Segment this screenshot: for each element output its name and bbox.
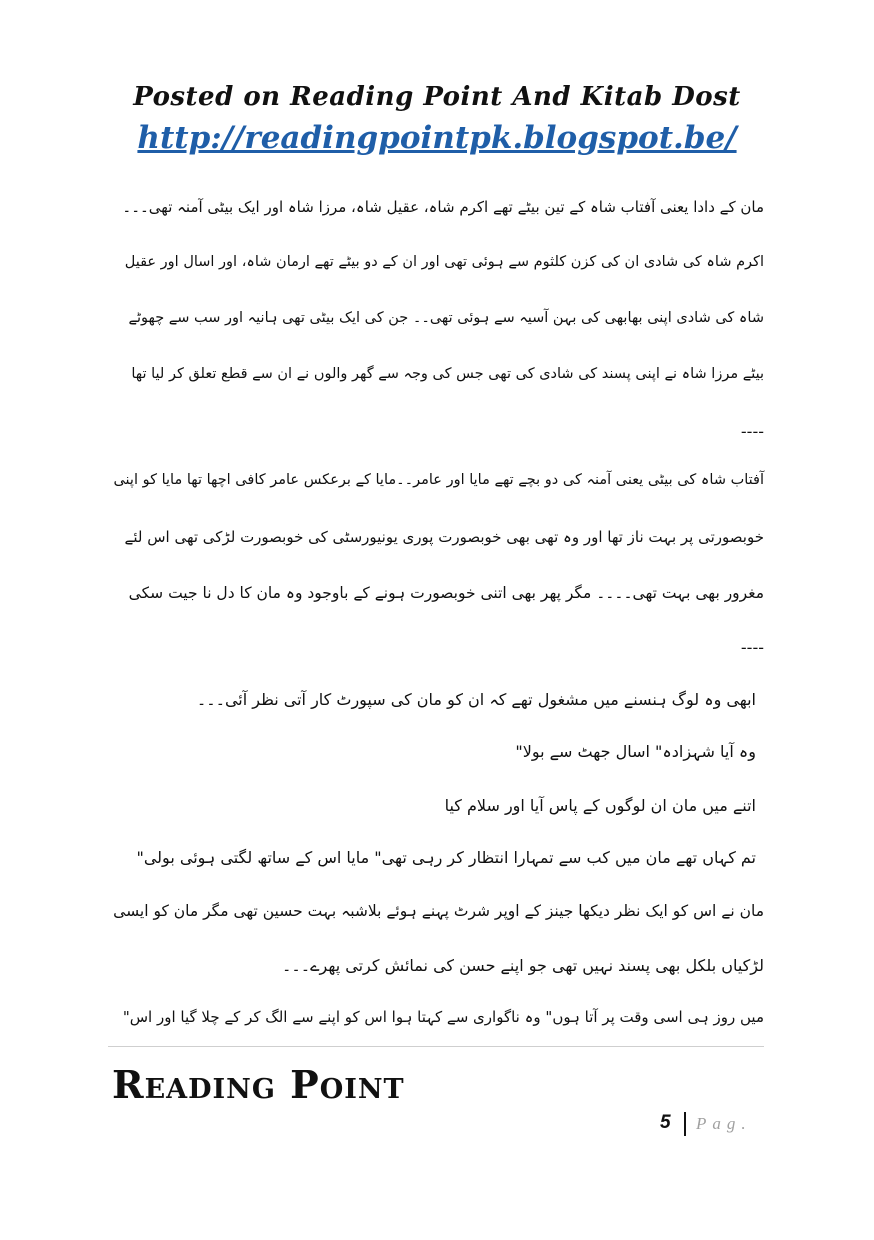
body-line: وہ آیا شہزادہ" اسال جھٹ سے بولا": [515, 742, 756, 761]
footer-divider: [108, 1046, 764, 1047]
section-dashes: ----: [740, 422, 764, 441]
body-line: خوبصورتی پر بہت ناز تھا اور وہ تھی بھی خوبصورت پوری یونیورسٹی کی خوبصورت لڑکی تھی اس لئے: [124, 528, 764, 546]
body-line: مغرور بھی بہت تھی۔۔۔۔ مگر پھر بھی اتنی خوبصورت ہونے کے باوجود وہ مان کا دل نا جیت سکی: [128, 584, 764, 602]
body-line: مان کے دادا یعنی آفتاب شاہ کے تین بیٹے تھے اکرم شاہ، عقیل شاہ، مرزا شاہ اور ایک بیٹی آمنہ تھی۔۔۔: [122, 198, 764, 216]
body-line: شاہ کی شادی اپنی بھابھی کی بہن آسیہ سے ہوئی تھی۔۔ جن کی ایک بیٹی تھی ہانیہ اور سب سے چھوٹے: [128, 310, 764, 326]
blog-url-link[interactable]: http://readingpointpk.blogspot.be/: [137, 120, 737, 156]
body-line: لڑکیاں بلکل بھی پسند نہیں تھی جو اپنے حسن کی نمائش کرتی پھرے۔۔۔: [282, 956, 764, 975]
page-header: [0, 78, 874, 158]
footer-brand-logo: Reading Point: [112, 1062, 405, 1107]
body-line: تم کہاں تھے مان میں کب سے تمہارا انتظار کر رہی تھی" مایا اس کے ساتھ لگتی ہوئی بولی": [136, 848, 756, 867]
body-line: بیٹے مرزا شاہ نے اپنی پسند کی شادی کی تھی جس کی وجہ سے گھر والوں نے ان سے قطع تعلق کر لیا تھا: [131, 366, 764, 382]
page-number-separator: [684, 1112, 686, 1136]
body-line: اکرم شاہ کی شادی ان کی کزن کلثوم سے ہوئی تھی اور ان کے دو بیٹے تھے ارمان شاہ، اور اسال اور عقیل: [124, 254, 764, 270]
body-line: ابھی وہ لوگ ہنسنے میں مشغول تھے کہ ان کو مان کی سپورٹ کار آتی نظر آئی۔۔۔: [196, 690, 756, 709]
body-line: مان نے اس کو ایک نظر دیکھا جینز کے اوپر شرٹ پہنے ہوئے بلاشبہ بہت حسین تھی مگر مان کو ایسی: [113, 902, 764, 920]
body-line: اتنے میں مان ان لوگوں کے پاس آیا اور سلام کیا: [444, 796, 756, 815]
posted-on-line: Posted on Reading Point And Kitab Dost: [133, 82, 741, 112]
page-label: Pag.: [696, 1114, 752, 1133]
section-dashes: ----: [740, 638, 764, 657]
body-line: میں روز ہی اسی وقت پر آتا ہوں" وہ ناگواری سے کہتا ہوا اس کو اپنے سے الگ کر کے چلا گیا اور اس": [122, 1008, 764, 1026]
page-number: 5: [660, 1112, 671, 1133]
body-line: آفتاب شاہ کی بیٹی یعنی آمنہ کی دو بچے تھے مایا اور عامر۔۔مایا کے برعکس عامر کافی اچھا تھا مایا کو اپنی: [113, 472, 764, 488]
